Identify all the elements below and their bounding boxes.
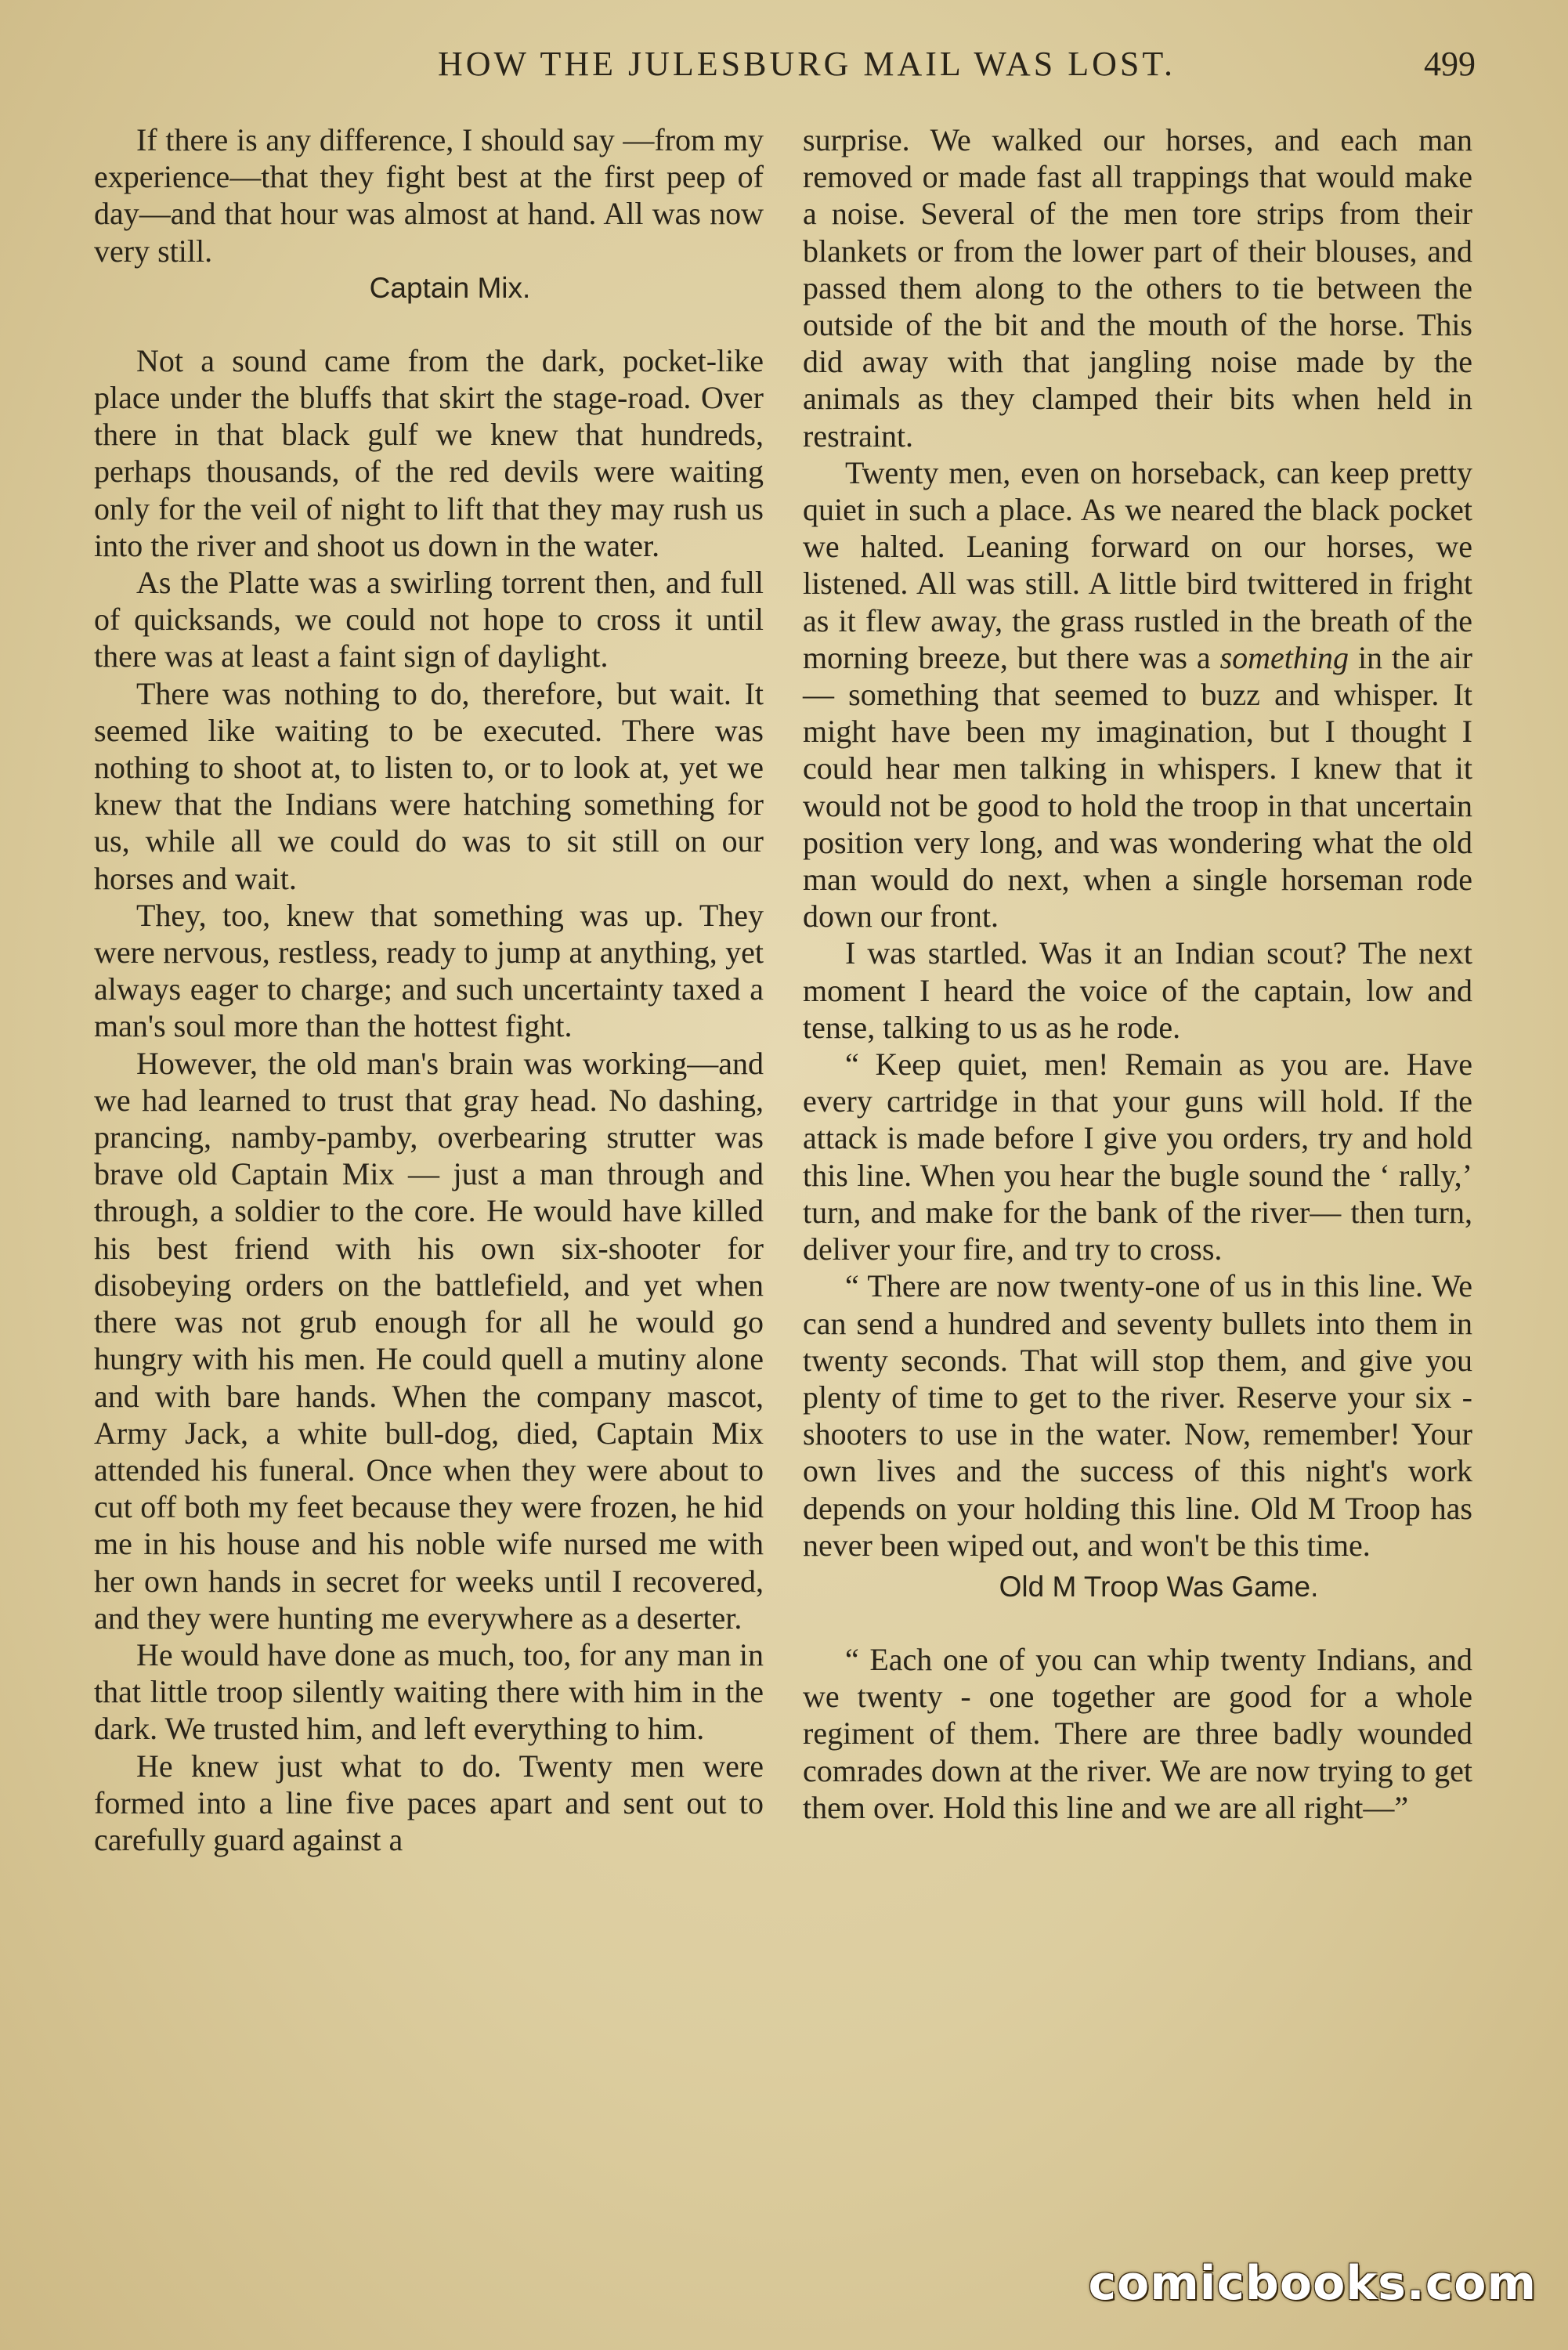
watermark: comicbooks.com bbox=[1088, 2256, 1537, 2311]
right-column bbox=[803, 121, 1472, 1826]
paragraph: “ There are now twenty-one of us in this line. We can send a hundred and seventy bullets into them in twenty seconds. That will stop them, and give you plenty of time to get to the river. Reserve your six - shooters to use in the water. Now, remember! Your own lives and the success of this night's work depends on your holding this line. Old M Troop has never been wiped out, and won't be this time. bbox=[803, 1268, 1472, 1563]
paragraph: “ Keep quiet, men! Remain as you are. Have every cartridge in that your guns will hold. If the attack is made before I give you orders, try and hold this line. When you hear the bugle sound the ‘ rally,’ turn, and make for the bank of the river— then turn, deliver your fire, and try to cross. bbox=[803, 1047, 1472, 1267]
page-header bbox=[0, 44, 1568, 99]
emphasis: something bbox=[1219, 639, 1349, 675]
paragraph: They, too, knew that something was up. They were nervous, restless, ready to jump at anything, yet always eager to charge; and such uncertainty taxed a man's soul more than the hottest fight. bbox=[94, 897, 764, 1044]
paragraph: He would have done as much, too, for any man in that little troop silently waiting there with him in the dark. We trusted him, and left everything to him. bbox=[94, 1636, 764, 1747]
paragraph: There was nothing to do, therefore, but wait. It seemed like waiting to be executed. There was nothing to shoot at, to listen to, or to look at, yet we knew that the Indians were hatching something for us, while all we could do was to sit still on our horses and wait. bbox=[94, 675, 764, 896]
paragraph: If there is any difference, I should say —from my experience—that they fight best at the first peep of day—and that hour was almost at hand. All was now very still. bbox=[94, 122, 764, 269]
running-title: HOW THE JULESBURG MAIL WAS LOST. bbox=[437, 45, 1176, 83]
section-heading: Captain Mix. bbox=[369, 271, 531, 304]
section-heading: Old M Troop Was Game. bbox=[999, 1570, 1319, 1603]
paragraph: I was startled. Was it an Indian scout? The next moment I heard the voice of the captain, low and tense, talking to us as he rode. bbox=[803, 935, 1472, 1045]
left-column bbox=[94, 121, 764, 1858]
text-run: in the air — something that seemed to buzz and whisper. It might have been my imagination, but I thought I could hear men talking in whispers. I knew that it would not be good to hold the troop in that uncertain position very long, and was wondering what the old man would do next, when a single horseman rode down our front. bbox=[803, 639, 1472, 935]
paragraph: He knew just what to do. Twenty men were formed into a line five paces apart and sent out to carefully guard against a bbox=[94, 1748, 764, 1857]
paragraph: “ Each one of you can whip twenty Indians, and we twenty - one together are good for a whole regiment of them. There are three badly wounded comrades down at the river. We are now trying to get them over. Hold this line and we are all right—” bbox=[803, 1641, 1472, 1825]
paragraph: As the Platte was a swirling torrent then, and full of quicksands, we could not hope to cross it until there was at least a faint sign of daylight. bbox=[94, 565, 764, 674]
text-run: Twenty men, even on horseback, can keep pretty quiet in such a place. As we neared the black pocket we halted. Leaning forward on our horses, we listened. All was still. A little bird twittered in fright as it flew away, the grass rustled in the breath of the morning breeze, but there was a bbox=[803, 454, 1472, 675]
paragraph: surprise. We walked our horses, and each man removed or made fast all trappings that would make a noise. Several of the men tore strips from their blankets or from the lower part of their blouses, and passed them along to the others to tie between the outside of the bit and the mouth of the horse. This did away with that jangling noise made by the animals as they clamped their bits when held in restraint. bbox=[803, 122, 1472, 454]
paragraph: Not a sound came from the dark, pocket-like place under the bluffs that skirt the stage-road. Over there in that black gulf we knew that hundreds, perhaps thousands, of the red devils were waiting only for the veil of night to lift that they may rush us into the river and shoot us down in the water. bbox=[94, 342, 764, 563]
page-number: 499 bbox=[1424, 45, 1476, 83]
paragraph bbox=[803, 454, 1472, 935]
paragraph: However, the old man's brain was working—and we had learned to trust that gray head. No dashing, prancing, namby-pamby, overbearing strutter was brave old Captain Mix — just a man through and through, a soldier to the core. He would have killed his best friend with his own six-shooter for disobeying orders on the battlefield, and yet when there was not grub enough for all he would go hungry with his men. He could quell a mutiny alone and with bare hands. When the company mascot, Army Jack, a white bull-dog, died, Captain Mix attended his funeral. Once when they were about to cut off both my feet because they were frozen, he hid me in his house and his noble wife nursed me with her own hands in secret for weeks until I recovered, and they were hunting me everywhere as a deserter. bbox=[94, 1045, 764, 1636]
